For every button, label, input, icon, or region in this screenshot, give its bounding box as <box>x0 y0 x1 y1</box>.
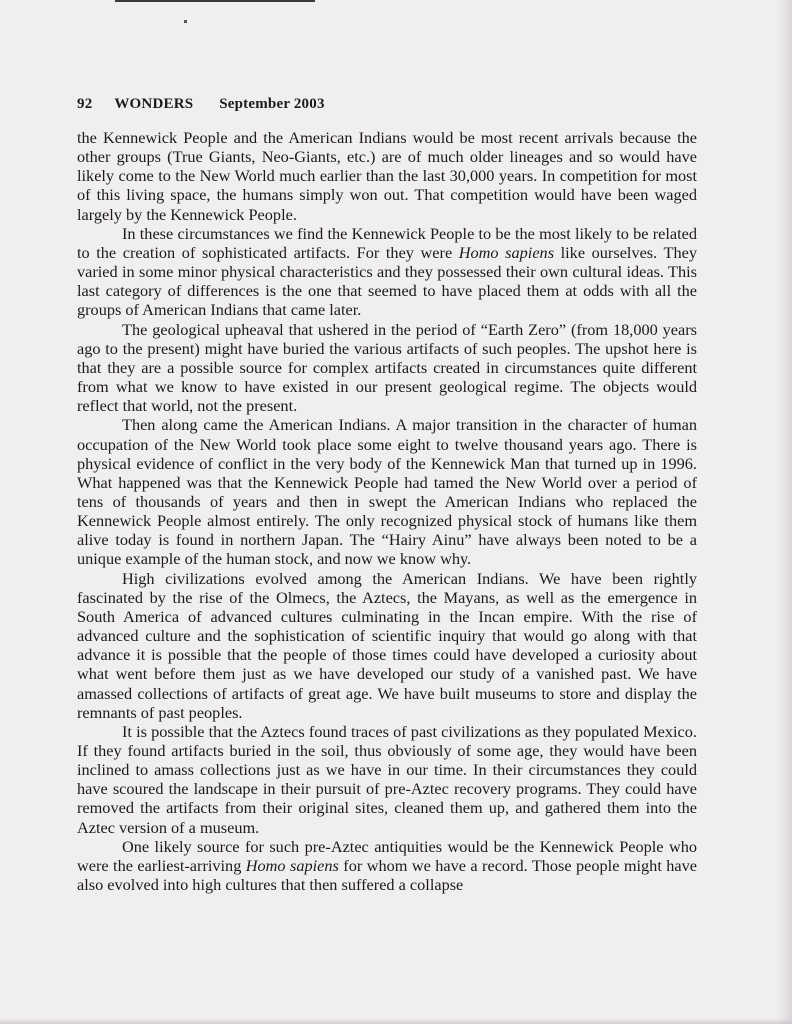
paragraph-2 <box>77 224 697 320</box>
paragraph-3: The geological upheaval that ushered in the period of “Earth Zero” (from 18,000 years ago to the present) might have buried the various artifacts of such peoples. The upshot here is that they are a possible source for complex artifacts created in circumstances quite different from what we know to have existed in our present geological regime. The objects would reflect that world, not the present. <box>77 319 697 416</box>
page-number: 92 <box>77 96 93 112</box>
paragraph-1: the Kennewick People and the American Indians would be most recent arrivals because the other groups (True Giants, Neo-Giants, etc.) are of much older lineages and so would have likely come to the New World much earlier than the last 30,000 years. In competition for most of this living space, the humans simply won out. That competition would have been waged largely by the Kennewick People. <box>77 128 697 224</box>
paragraph-7-italic-term: Homo sapiens <box>245 855 339 875</box>
paragraph-2-text-before: In these circumstances we find the Kennewick People to be the most likely to be related to the creation of sophisticated artifacts. For they were <box>77 223 697 262</box>
issue-date: September 2003 <box>219 96 325 112</box>
scan-bottom-edge-shadow <box>0 1018 792 1024</box>
paragraph-4: Then along came the American Indians. A major transition in the character of human occupation of the New World took place some eight to twelve thousand years ago. There is physical evidence of conflict in the very body of the Kennewick Man that turned up in 1996. What happened was that the Kennewick People had tamed the New World over a period of tens of thousands of years and then in swept the American Indians who replaced the Kennewick People almost entirely. The only recognized physical stock of humans like them alive today is found in northern Japan. The “Hairy Ainu” have always been noted to be a unique example of the human stock, and now we know why. <box>77 415 697 569</box>
scan-right-edge-shadow <box>778 0 792 1024</box>
paragraph-7-text-before: One likely source for such pre-Aztec antiquities would be the Kennewick People who were the earliest-arriving <box>77 836 697 875</box>
scan-speck <box>184 20 187 23</box>
paragraph-7-text-after: for whom we have a record. Those people might have also evolved into high cultures that then suffered a collapse <box>77 855 698 895</box>
paragraph-5: High civilizations evolved among the American Indians. We have been rightly fascinated by the rise of the Olmecs, the Aztecs, the Mayans, as well as the emergence in South America of advanced cultures culminating in the Incan empire. With the rise of advanced culture and the sophistication of scientific inquiry that would go along with that advance it is possible that the people of those times could have developed a curiosity about what went before them just as we have developed our study of a vanished past. We have amassed collections of artifacts of great age. We have built museums to store and display the remnants of past peoples. <box>77 568 697 722</box>
paragraph-2-text-after: like ourselves. They varied in some minor physical characteristics and they possessed their own cultural ideas. This last category of differences is the one that seemed to have placed them at odds with all the groups of American Indians that came later. <box>77 242 697 320</box>
running-title: WONDERS <box>114 96 194 112</box>
scan-top-rule <box>115 0 315 2</box>
paragraph-7 <box>77 837 697 894</box>
paragraph-2-italic-term: Homo sapiens <box>458 242 555 262</box>
page-header <box>77 96 325 113</box>
article-body <box>77 128 697 894</box>
paragraph-6: It is possible that the Aztecs found traces of past civilizations as they populated Mexico. If they found artifacts buried in the soil, thus obviously of some age, they would have been inclined to amass collections just as we have in our time. In their circumstances they could have scoured the landscape in their pursuit of pre-Aztec recovery programs. They could have removed the artifacts from their original sites, cleaned them up, and gathered them into the Aztec version of a museum. <box>77 721 697 837</box>
